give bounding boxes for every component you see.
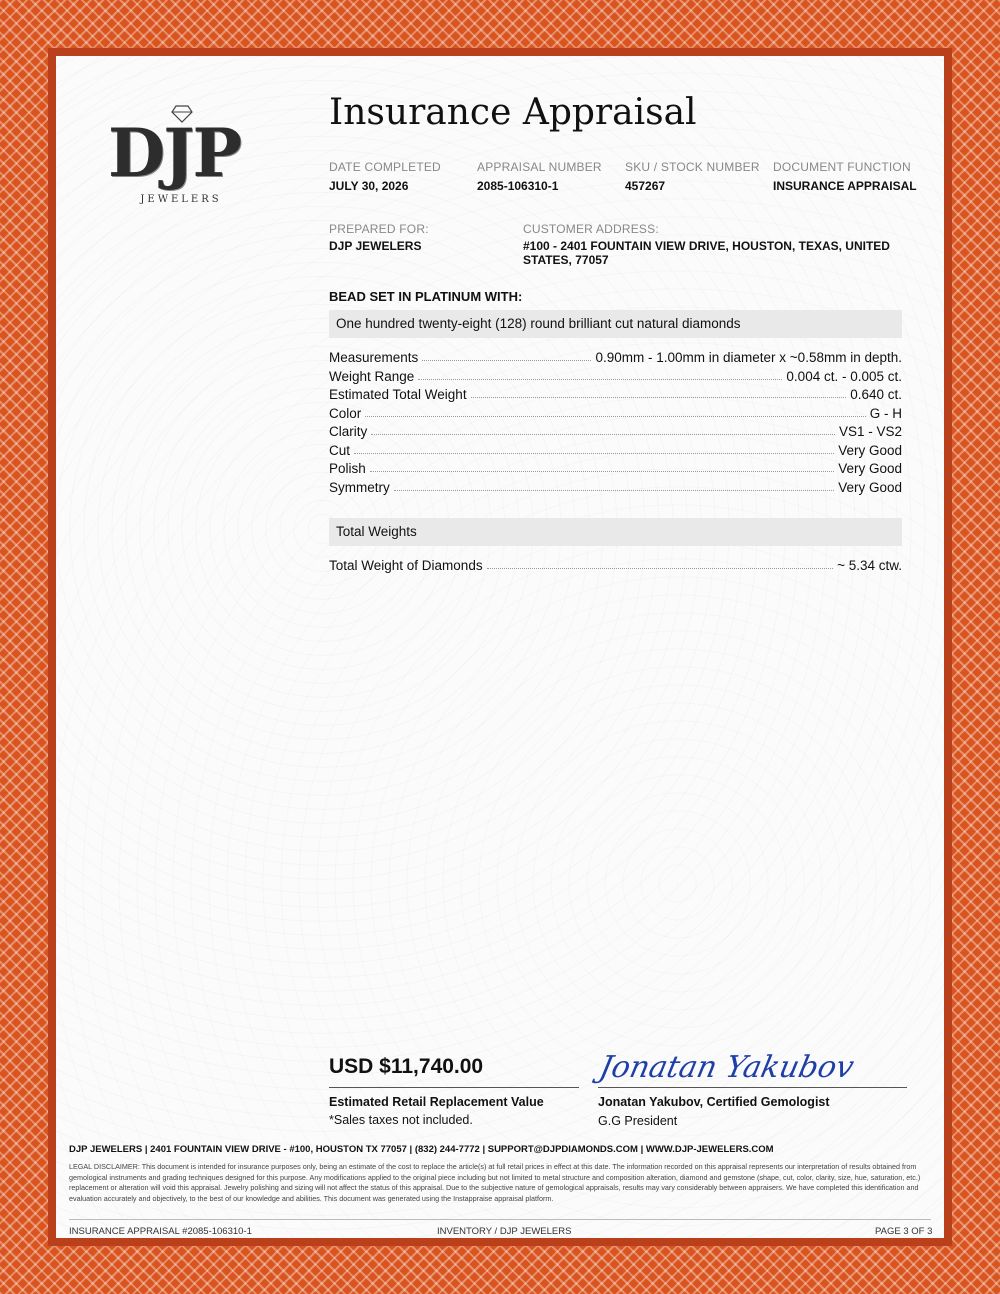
- price-label: Estimated Retail Replacement Value: [329, 1095, 544, 1109]
- logo-letters: DJP: [108, 114, 241, 192]
- spec-key: Polish: [329, 461, 366, 476]
- prepared-for-label: PREPARED FOR:: [329, 222, 429, 236]
- spec-key: Symmetry: [329, 480, 390, 495]
- price-amount: USD $11,740.00: [329, 1055, 484, 1078]
- company-logo: [106, 104, 258, 210]
- sku-label: SKU / STOCK NUMBER: [625, 160, 760, 174]
- spec-value: 0.90mm - 1.00mm in diameter x ~0.58mm in depth.: [595, 350, 902, 365]
- footer-divider: [69, 1219, 931, 1220]
- spec-key: Estimated Total Weight: [329, 387, 467, 402]
- signature-script: Jonatan Yakubov: [596, 1050, 857, 1085]
- spec-row: [329, 477, 902, 495]
- footer-inventory: INVENTORY / DJP JEWELERS: [437, 1226, 572, 1237]
- totals-heading-bar: [329, 518, 902, 546]
- spec-key: Color: [329, 406, 362, 421]
- footer-appraisal-id: INSURANCE APPRAISAL #2085-106310-1: [69, 1226, 252, 1237]
- page-title: Insurance Appraisal: [329, 92, 697, 133]
- appraisal-number-label: APPRAISAL NUMBER: [477, 160, 602, 174]
- stone-description-bar: [329, 310, 902, 338]
- totals-heading: Total Weights: [336, 524, 417, 539]
- legal-disclaimer: LEGAL DISCLAIMER: This document is intended for insurance purposes only, being an estimate of the cost to replace the article(s) at full retail prices in effect at this date. The information recorded on this appraisal represents our interpretation of results obtained from gemological instruments and grading techniques designed for this purpose. Any modifications applied to the original piece including but not limited to metal structure and composition alteration, diamond and gemstone (shape, cut, color, clarity, size, hue, saturation, etc.) replacement or alteration will void this appraisal. Jewelry polishing and sizing will not affect the status of this appraisal. Due to the subjective nature of gemological appraisals, results may vary considerably between appraisers. We have completed this identification and evaluation accurately and objectively, to the best of our knowledge and abilities. This document was generated using the Instappraise appraisal platform.: [69, 1162, 921, 1203]
- signer-title: G.G President: [598, 1114, 678, 1128]
- spec-value: Very Good: [838, 480, 902, 495]
- signature-divider: [598, 1087, 907, 1088]
- spec-row: [329, 440, 902, 458]
- page-number: PAGE 3 OF 3: [875, 1226, 933, 1237]
- spec-key: Cut: [329, 443, 351, 458]
- spec-value: Very Good: [838, 461, 902, 476]
- spec-value: VS1 - VS2: [838, 424, 902, 439]
- spec-value: G - H: [869, 406, 902, 421]
- appraisal-number-value: 2085-106310-1: [477, 179, 559, 193]
- spec-row: [329, 384, 902, 402]
- spec-row: [329, 458, 902, 476]
- footer-contact: DJP JEWELERS | 2401 FOUNTAIN VIEW DRIVE - #100, HOUSTON TX 77057 | (832) 244-7772 | SUPPORT@DJPDIAMONDS.COM | WWW.DJP-JEWELERS.COM: [69, 1144, 774, 1155]
- total-key: Total Weight of Diamonds: [329, 558, 483, 573]
- total-row: [329, 555, 902, 573]
- spec-key: Weight Range: [329, 369, 415, 384]
- spec-row: [329, 403, 902, 421]
- document-function-value: INSURANCE APPRAISAL: [773, 179, 917, 193]
- price-divider: [329, 1087, 579, 1088]
- spec-value: 0.640 ct.: [850, 387, 902, 402]
- prepared-for-value: DJP JEWELERS: [329, 239, 422, 253]
- price-note: *Sales taxes not included.: [329, 1113, 473, 1127]
- spec-key: Clarity: [329, 424, 368, 439]
- stone-description: One hundred twenty-eight (128) round brilliant cut natural diamonds: [336, 316, 741, 331]
- logo-subtitle: JEWELERS: [140, 194, 222, 205]
- signer-name: Jonatan Yakubov, Certified Gemologist: [598, 1095, 830, 1109]
- section-heading: BEAD SET IN PLATINUM WITH:: [329, 289, 523, 304]
- spec-row: [329, 421, 902, 439]
- spec-key: Measurements: [329, 350, 419, 365]
- spec-row: [329, 366, 902, 384]
- document-function-label: DOCUMENT FUNCTION: [773, 160, 911, 174]
- sku-value: 457267: [625, 179, 666, 193]
- total-value: ~ 5.34 ctw.: [837, 558, 902, 573]
- spec-value: 0.004 ct. - 0.005 ct.: [786, 369, 902, 384]
- spec-row: [329, 347, 902, 365]
- date-completed-value: JULY 30, 2026: [329, 179, 409, 193]
- spec-value: Very Good: [838, 443, 902, 458]
- customer-address-value: #100 - 2401 FOUNTAIN VIEW DRIVE, HOUSTON, TEXAS, UNITED STATES, 77057: [523, 239, 890, 267]
- customer-address-label: CUSTOMER ADDRESS:: [523, 222, 659, 236]
- date-completed-label: DATE COMPLETED: [329, 160, 441, 174]
